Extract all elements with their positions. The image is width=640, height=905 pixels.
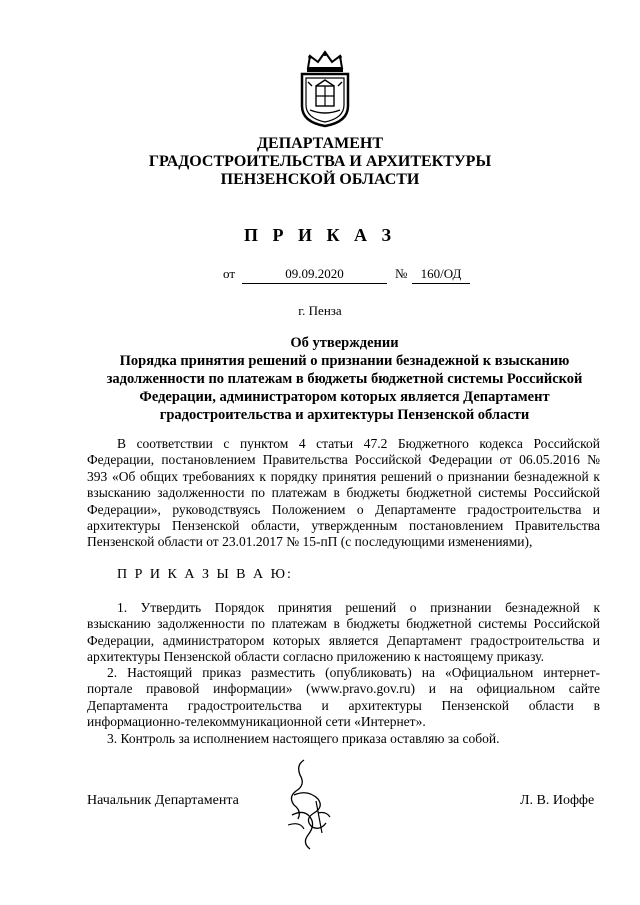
text-line: 3. Контроль за исполнением настоящего приказа оставляю за собой. <box>107 731 500 746</box>
signatory-position: Начальник Департамента <box>87 793 239 808</box>
item-1-paragraph <box>87 600 600 666</box>
dept-line-3: ПЕНЗЕНСКОЙ ОБЛАСТИ <box>220 171 420 188</box>
text-line: портале правовой информации» (www.pravo.gov.ru) и на официальном сайте <box>87 681 600 697</box>
document-type-title: П Р И К А З <box>243 225 397 245</box>
item-2-paragraph <box>87 665 600 731</box>
preamble-paragraph <box>87 436 600 551</box>
text-line: Федерации, администратором которых является Департамент градостроительства и <box>87 632 600 648</box>
text-line: Федерации, постановлением Правительства Российской Федерации от 06.05.2016 № <box>87 452 600 468</box>
subject-line-2: Порядка принятия решений о признании безнадежной к взысканию <box>119 353 570 369</box>
handwritten-signature-icon <box>274 755 344 855</box>
text-line: архитектуры Пензенской области, утвержденным постановлением Правительства <box>87 517 600 533</box>
text-line: 393 «Об общих требованиях к порядку принятия решений о признании безнадежной к <box>87 468 600 484</box>
order-heading: П Р И К А З Ы В А Ю: <box>117 567 293 582</box>
city: г. Пенза <box>298 303 342 318</box>
subject-line-1: Об утверждении <box>290 335 399 351</box>
text-line: 2. Настоящий приказ разместить (опубликовать) на «Официальном интернет- <box>107 665 600 680</box>
coat-of-arms-icon <box>296 50 354 128</box>
dept-line-2: ГРАДОСТРОИТЕЛЬСТВА И АРХИТЕКТУРЫ <box>148 153 492 170</box>
from-label: от <box>223 266 236 281</box>
item-3-paragraph <box>87 731 600 747</box>
text-line: Федерации», руководствуясь Положением о Департаменте градостроительства и <box>87 501 600 517</box>
text-line: Департамента градостроительства и архитектуры Пензенской области в <box>87 697 600 713</box>
text-line: Пензенской области от 23.01.2017 № 15-пП (с последующими изменениями), <box>87 534 533 550</box>
date-number-line <box>0 263 640 283</box>
text-line: архитектуры Пензенской области согласно приложению к настоящему приказу. <box>87 649 544 665</box>
text-line: В соответствии с пунктом 4 статьи 47.2 Бюджетного кодекса Российской <box>117 436 600 451</box>
text-line: взысканию задолженности по платежам в бюджеты бюджетной системы Российской <box>87 485 600 501</box>
signatory-name: Л. В. Иоффе <box>520 793 595 808</box>
subject-line-5: градостроительства и архитектуры Пензенской области <box>159 407 530 423</box>
document-number: 160/ОД <box>412 266 470 284</box>
document-subject <box>87 334 602 424</box>
document-date: 09.09.2020 <box>242 266 387 284</box>
number-label: № <box>395 266 408 281</box>
dept-line-1: ДЕПАРТАМЕНТ <box>257 135 383 152</box>
subject-line-4: Федерации, администратором которых является Департамент <box>139 389 550 405</box>
text-line: информационно-телекоммуникационной сети «Интернет». <box>87 714 426 730</box>
subject-line-3: задолженности по платежам в бюджеты бюджетной системы Российской <box>106 371 583 387</box>
department-header <box>0 135 640 189</box>
text-line: взысканию задолженности по платежам в бюджеты бюджетной системы Российской <box>87 616 600 632</box>
text-line: 1. Утвердить Порядок принятия решений о признании безнадежной к <box>117 600 600 615</box>
